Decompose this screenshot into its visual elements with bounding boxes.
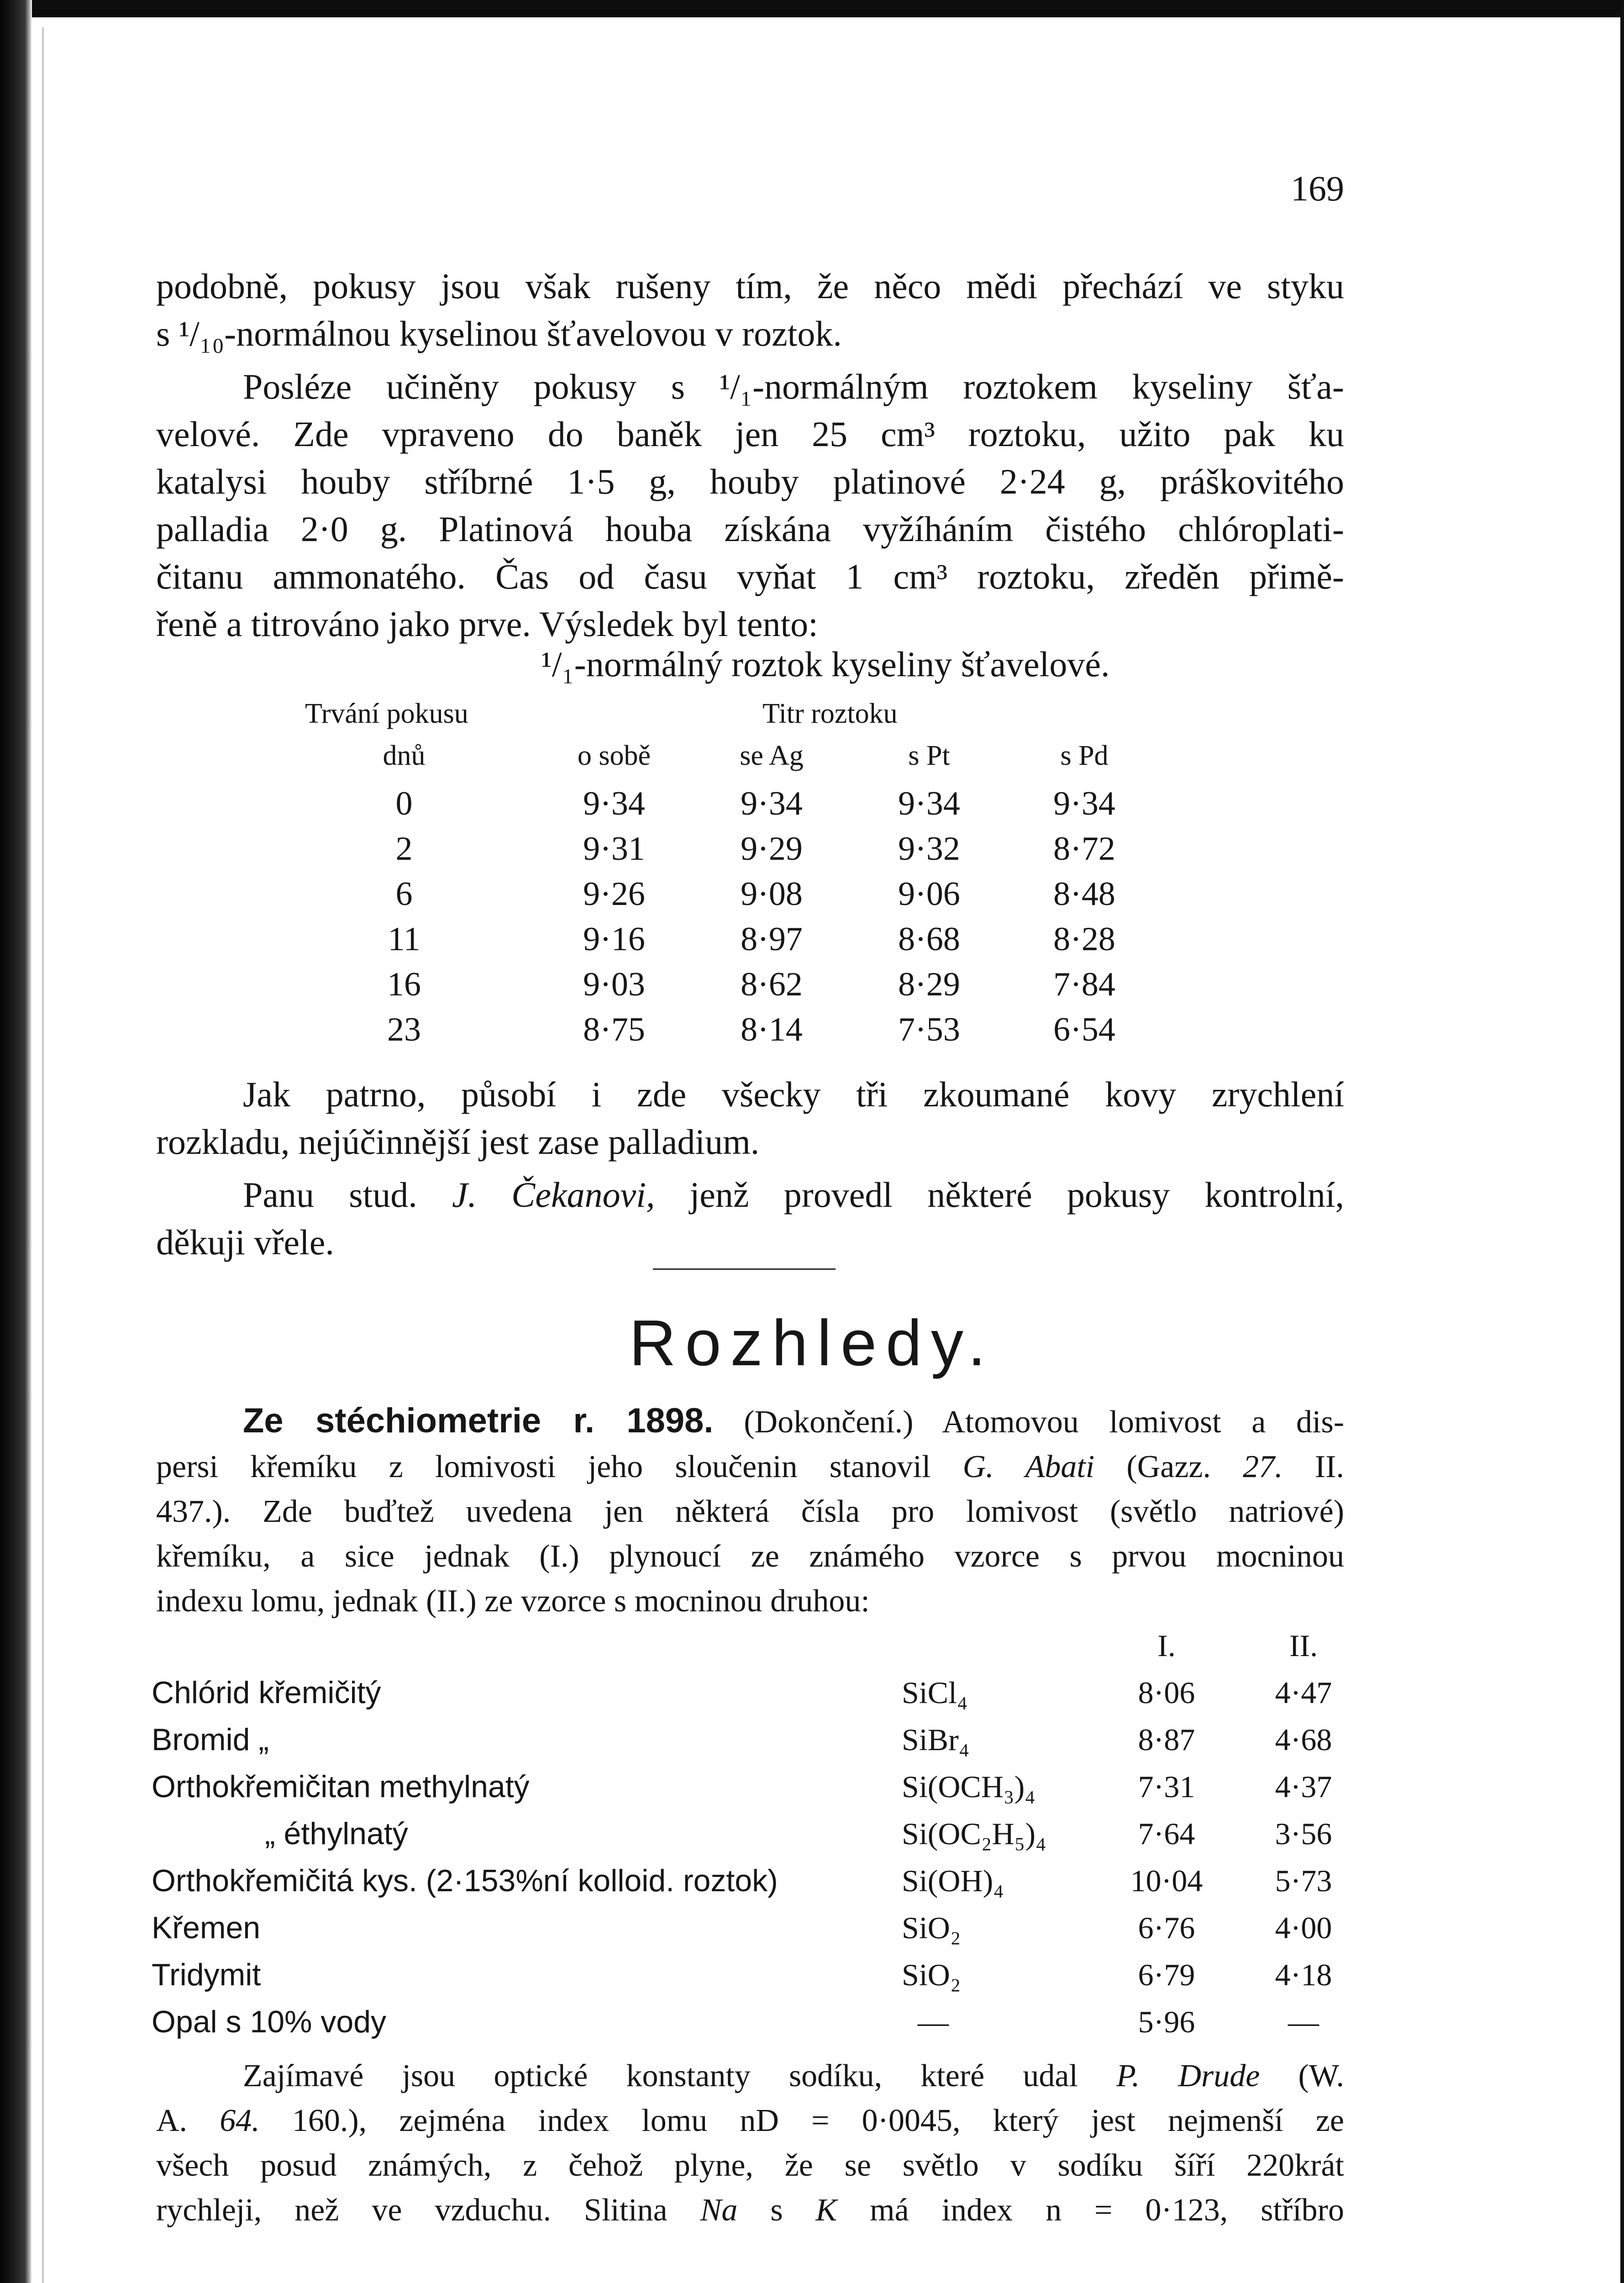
text-line: palladia 2·0 g. Platinová houba získána vyžíháním čistého chlóroplati- — [156, 509, 1344, 549]
text-line — [156, 2054, 1344, 2099]
refraction-value: 3·56 — [1275, 1816, 1332, 1851]
text-line: indexu lomu, jednak (II.) ze vzorce s mocninou druhou: — [156, 1583, 870, 1619]
refraction-value: 6·79 — [1138, 1957, 1195, 1992]
refraction-value: 4·47 — [1275, 1675, 1332, 1710]
table-cell: 9·34 — [898, 785, 960, 822]
text-line — [156, 2099, 1344, 2143]
text-line: všech posud známých, z čehož plyne, že se světlo v sodíku šíří 220krát — [156, 2148, 1344, 2183]
text-fragment: Panu stud. — [243, 1175, 452, 1215]
table-cell: 8·28 — [1053, 921, 1115, 958]
table-column-header: se Ag — [740, 740, 804, 771]
compound-name: „ éthylnatý — [265, 1816, 408, 1851]
table-cell: 2 — [395, 830, 413, 868]
text-line — [156, 1171, 1344, 1219]
table-cell: 8·75 — [583, 1011, 645, 1048]
text-fragment: (Gazz. — [1094, 1449, 1243, 1484]
refraction-value: 7·64 — [1138, 1816, 1195, 1851]
volume-number: 27. — [1243, 1449, 1283, 1484]
table-cell: 6 — [395, 875, 413, 913]
text-line: Jak patrno, působí i zde všecky tři zkoumané kovy zrychlení — [243, 1074, 1344, 1114]
refraction-value: 5·96 — [1138, 2004, 1195, 2039]
section-paragraph — [156, 1399, 1344, 1624]
table-cell: 9·29 — [741, 830, 803, 868]
table-cell: 7·53 — [898, 1011, 960, 1048]
refraction-value: 10·04 — [1130, 1863, 1203, 1898]
table-cell: 8·14 — [741, 1011, 803, 1048]
text-fragment: (Dokončení.) Atomovou lomivost a dis- — [713, 1405, 1345, 1440]
refraction-value: 4·68 — [1275, 1722, 1332, 1757]
table2-column-header: I. — [1157, 1628, 1176, 1663]
compound-formula: SiO₂ — [902, 1910, 961, 1945]
table-cell: 9·26 — [583, 875, 645, 913]
text-fragment: jenž provedl některé pokusy kontrolní, — [655, 1175, 1344, 1215]
section-title: Ze stéchiometrie r. 1898. — [243, 1401, 714, 1440]
paragraph-2 — [156, 363, 1344, 648]
text-line: děkuji vřele. — [156, 1222, 334, 1262]
refraction-value: 4·00 — [1275, 1910, 1332, 1945]
refraction-value: 8·06 — [1138, 1675, 1195, 1710]
table-cell: 8·62 — [741, 966, 803, 1003]
compound-formula: SiCl₄ — [902, 1675, 968, 1710]
table-caption: ¹/₁-normálný roztok kyseliny šťavelové. — [541, 644, 1110, 684]
compound-name: Tridymit — [152, 1957, 261, 1992]
paragraph-1 — [156, 263, 1344, 358]
section-heading: Rozhledy. — [629, 1307, 995, 1379]
paragraph-4 — [156, 1171, 1344, 1266]
compound-name: Orthokřemičitá kys. (2·153%ní kolloid. roztok) — [152, 1863, 778, 1898]
refraction-value: 4·18 — [1275, 1957, 1332, 1992]
compound-name: Opal s 10% vody — [152, 2004, 387, 2039]
text-fragment: 160.), zejména index lomu nD = 0·0045, který jest nejmenší ze — [259, 2103, 1344, 2138]
compound-name: Orthokřemičitan methylnatý — [152, 1769, 530, 1804]
compound-formula: — — [918, 2004, 949, 2039]
table-cell: 23 — [387, 1011, 421, 1048]
table-cell: 9·34 — [741, 785, 803, 822]
text-line: rozkladu, nejúčinnější jest zase palladium. — [156, 1122, 760, 1162]
table-cell: 0 — [395, 785, 413, 822]
refraction-value: 7·31 — [1138, 1769, 1195, 1804]
volume-number: 64. — [220, 2103, 260, 2138]
text-fragment: s — [737, 2193, 816, 2228]
text-line: řeně a titrováno jako prve. Výsledek byl tento: — [156, 604, 818, 644]
compound-formula: Si(OCH₃)₄ — [902, 1769, 1035, 1804]
text-line: velové. Zde vpraveno do baněk jen 25 cm³ roztoku, užito pak ku — [156, 414, 1344, 454]
text-line: s ¹/₁₀-normálnou kyselinou šťavelovou v roztok. — [156, 314, 842, 353]
element-symbol: Na — [700, 2193, 738, 2228]
refraction-value: 6·76 — [1138, 1910, 1195, 1945]
table-cell: 7·84 — [1053, 966, 1115, 1003]
compound-formula: Si(OH)₄ — [902, 1863, 1004, 1898]
table-cell: 9·34 — [1053, 785, 1115, 822]
text-fragment: persi křemíku z lomivosti jeho sloučenin stanovil — [156, 1449, 963, 1484]
table-cell: 8·68 — [898, 921, 960, 958]
table-cell: 6·54 — [1053, 1011, 1115, 1048]
text-line: podobně, pokusy jsou však rušeny tím, že něco mědi přechází ve styku — [156, 266, 1344, 306]
text-line: Posléze učiněny pokusy s ¹/₁-normálným roztokem kyseliny šťa- — [243, 367, 1344, 406]
table-cell: 9·03 — [583, 966, 645, 1003]
table-group-header-duration: Trvání pokusu — [305, 698, 468, 729]
compound-formula: SiBr₄ — [902, 1722, 970, 1757]
table-cell: 16 — [387, 966, 421, 1003]
person-name: J. Čekanovi, — [452, 1175, 655, 1215]
table2-column-header: II. — [1289, 1628, 1318, 1663]
compound-formula: Si(OC₂H₅)₄ — [902, 1816, 1046, 1851]
table-cell: 8·48 — [1053, 875, 1115, 913]
paragraph-3 — [156, 1071, 1344, 1166]
refraction-value: 8·87 — [1138, 1722, 1195, 1757]
table-column-header: dnů — [383, 740, 426, 771]
table-cell: 9·32 — [898, 830, 960, 868]
table-column-header: s Pt — [908, 740, 950, 771]
text-fragment: II. — [1282, 1449, 1344, 1484]
table-column-header: o sobě — [577, 740, 651, 771]
table-cell: 9·16 — [583, 921, 645, 958]
text-line: katalysi houby stříbrné 1·5 g, houby platinové 2·24 g, práškovitého — [156, 462, 1344, 501]
refraction-value: — — [1288, 2004, 1319, 2039]
author-name: P. Drude — [1116, 2058, 1260, 2094]
table-cell: 9·06 — [898, 875, 960, 913]
text-line: 437.). Zde buďtež uvedena jen některá čísla pro lomivost (světlo natriové) — [156, 1494, 1344, 1529]
table-cell: 9·34 — [583, 785, 645, 822]
text-line: křemíku, a sice jednak (I.) plynoucí ze známého vzorce s prvou mocninou — [156, 1539, 1344, 1574]
text-line — [156, 2188, 1344, 2233]
text-line: čitanu ammonatého. Čas od času vyňat 1 cm³ roztoku, zředěn přimě- — [156, 557, 1344, 596]
author-name: G. Abati — [962, 1449, 1095, 1484]
text-line — [156, 1445, 1344, 1489]
table-cell: 8·97 — [741, 921, 803, 958]
table-cell: 8·29 — [898, 966, 960, 1003]
text-fragment: (W. — [1260, 2058, 1344, 2094]
table-cell: 9·08 — [741, 875, 803, 913]
text-fragment: Zajímavé jsou optické konstanty sodíku, které udal — [243, 2058, 1117, 2094]
text-line — [156, 1399, 1344, 1445]
compound-name: Křemen — [152, 1910, 261, 1945]
compound-formula: SiO₂ — [902, 1957, 961, 1992]
paragraph-5 — [156, 2054, 1344, 2233]
section-divider — [653, 1268, 836, 1270]
text-fragment: A. — [156, 2103, 220, 2138]
table-column-header: s Pd — [1060, 740, 1109, 771]
refraction-value: 5·73 — [1275, 1863, 1332, 1898]
compound-name: Bromid „ — [152, 1722, 269, 1757]
page-number: 169 — [1291, 168, 1344, 208]
table-cell: 8·72 — [1053, 830, 1115, 868]
text-fragment: rychleji, než ve vzduchu. Slitina — [156, 2193, 700, 2228]
text-fragment: má index n = 0·123, stříbro — [837, 2193, 1344, 2228]
table-cell: 9·31 — [583, 830, 645, 868]
compound-name: Chlórid křemičitý — [152, 1675, 381, 1710]
table-group-header-titr: Titr roztoku — [762, 698, 898, 729]
refraction-value: 4·37 — [1275, 1769, 1332, 1804]
element-symbol: K — [815, 2193, 837, 2228]
table-cell: 11 — [388, 921, 420, 958]
